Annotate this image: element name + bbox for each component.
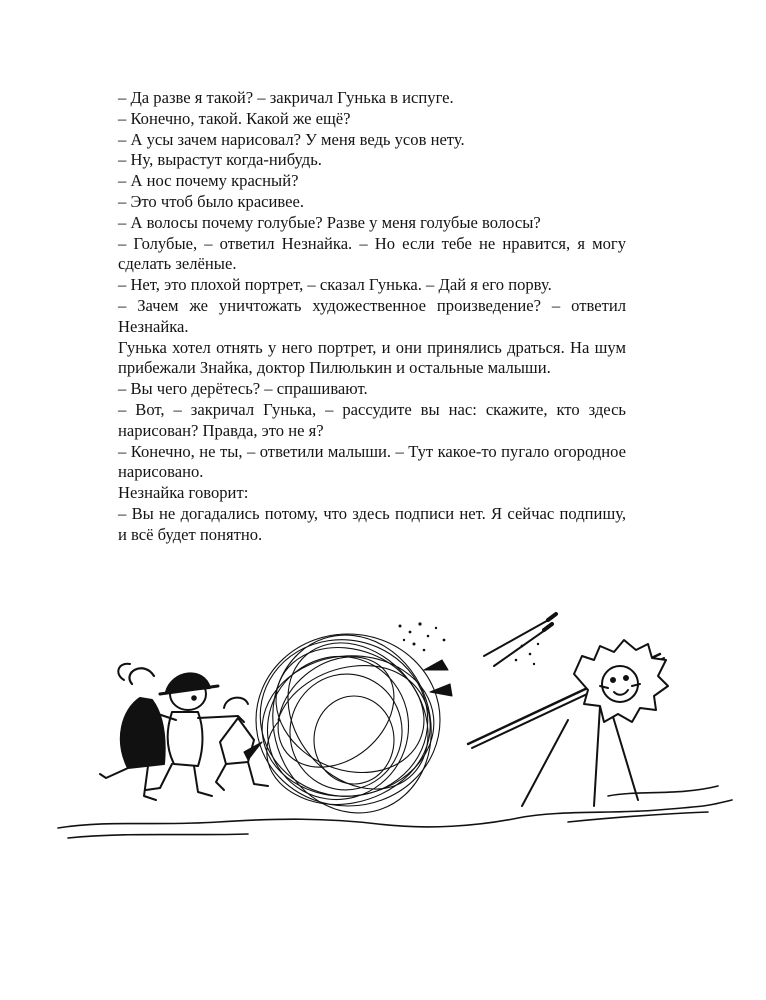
dialogue-line: – Конечно, не ты, – ответили малыши. – Тут какое-то пугало огородное нарисовано. [118, 441, 626, 482]
flying-specks [399, 622, 540, 665]
fight-scene-illustration [48, 600, 738, 850]
dialogue-line: – А волосы почему голубые? Разве у меня голубые волосы? [118, 212, 541, 232]
dialogue-line: – Да разве я такой? – закричал Гунька в испуге. [118, 88, 454, 107]
dialogue-line: – Вы не догадались потому, что здесь подписи нет. Я сейчас подпишу, и всё будет понятно. [118, 503, 626, 544]
narration-paragraph: Гунька хотел отнять у него портрет, и они принялись драться. На шум прибежали Знайка, доктор Пилюлькин и остальные малыши. [118, 337, 626, 378]
dialogue-line: – Вы чего дерётесь? – спрашивают. [118, 379, 368, 399]
story-text [118, 88, 626, 546]
dialogue-line: – Голубые, – ответил Незнайка. – Но если тебе не нравится, я могу сделать зелёные. [118, 233, 626, 274]
running-characters [100, 664, 268, 800]
dialogue-line: – Ну, вырастут когда-нибудь. [118, 150, 322, 170]
fight-dust-cloud [241, 614, 457, 833]
dialogue-line: – А усы зачем нарисовал? У меня ведь усов нету. [118, 129, 465, 149]
dialogue-line: – Это чтоб было красивее. [118, 191, 305, 211]
narration-paragraph: Незнайка говорит: [118, 483, 249, 503]
paint-brushes [484, 614, 556, 666]
dialogue-line: – Нет, это плохой портрет, – сказал Гунька. – Дай я его порву. [118, 275, 552, 295]
dialogue-line: – А нос почему красный? [118, 171, 299, 191]
easel-portrait [468, 640, 668, 806]
dialogue-line: – Вот, – закричал Гунька, – рассудите вы нас: скажите, кто здесь нарисован? Правда, это не я? [118, 399, 626, 440]
dialogue-line: – Зачем же уничтожать художественное произведение? – ответил Незнайка. [118, 295, 626, 336]
dialogue-line: – Конечно, такой. Какой же ещё? [118, 108, 351, 128]
